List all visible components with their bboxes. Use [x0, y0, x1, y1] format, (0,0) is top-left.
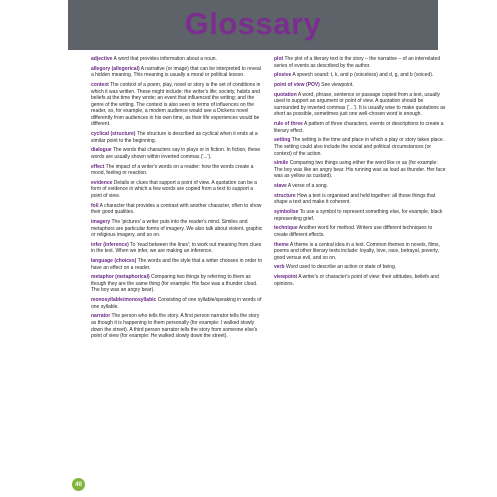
- glossary-right-column: [274, 56, 446, 290]
- glossary-definition: A writer's or character's point of view: their attitudes, beliefs and opinions.: [274, 274, 439, 287]
- glossary-definition: Comparing two things using either the word like or as (for example: The boy was like an angry bear. His running was as loud as thunder. Her face was as yellow as custard).: [274, 160, 446, 180]
- glossary-entry: [91, 313, 263, 339]
- glossary-definition: To use a symbol to represent something else, for example, black representing grief.: [274, 209, 443, 222]
- glossary-entry: [91, 274, 263, 294]
- glossary-entry: [274, 274, 446, 287]
- glossary-entry: [274, 209, 446, 222]
- glossary-term: infer (inference): [91, 241, 129, 248]
- glossary-definition: The 'pictures' a writer puts into the reader's mind. Similes and metaphors are particular forms of imagery. We also talk about violent, graphic or religious imagery, and so on.: [91, 218, 263, 239]
- glossary-definition: Comparing two things by referring to them as though they are the same thing (for example: His face was a thunder cloud. The boy was an angry bear).: [91, 274, 258, 294]
- glossary-entry: [91, 82, 263, 128]
- glossary-term: setting: [274, 137, 291, 144]
- glossary-term: point of view (POV): [274, 82, 320, 89]
- glossary-term: verb: [274, 264, 285, 271]
- glossary-term: dialogue: [91, 147, 112, 154]
- glossary-definition: Another word for method. Writers use different techniques to create different effects.: [274, 225, 433, 238]
- glossary-term: theme: [274, 241, 289, 248]
- glossary-entry: [91, 258, 263, 271]
- glossary-term: symbolise: [274, 209, 299, 216]
- glossary-entry: [91, 131, 263, 144]
- glossary-definition: How a text is organised and held together: all those things that shape a text and make it coherent.: [274, 192, 436, 206]
- glossary-definition: A theme is a central idea in a text. Common themes in novels, films, poems and other literary texts include: loyalty, love, race, betrayal, poverty, good versus evil, and so on.: [274, 241, 440, 261]
- glossary-term: stave: [274, 183, 287, 190]
- glossary-definition: A narrative (or image) that can be interpreted to reveal a hidden meaning. This meaning is usually a moral or political lesson.: [91, 65, 261, 79]
- glossary-entry: [274, 193, 446, 206]
- glossary-entry: [91, 147, 263, 160]
- glossary-term: cyclical (structure): [91, 131, 136, 138]
- glossary-entry: [274, 160, 446, 180]
- page-number: 40: [72, 478, 85, 491]
- glossary-entry: [274, 56, 446, 69]
- glossary-entry: [91, 56, 263, 63]
- glossary-entry: [274, 264, 446, 271]
- glossary-term: plot: [274, 56, 284, 62]
- glossary-definition: Consisting of one syllable/speaking in words of one syllable.: [91, 297, 262, 310]
- glossary-entry: [274, 92, 446, 118]
- glossary-definition: The words and the style that a writer chooses in order to have an effect on a reader.: [91, 258, 263, 271]
- glossary-definition: The impact of a writer's words on a reader: how the words create a mood, feeling or reaction.: [91, 163, 254, 177]
- glossary-term: adjective: [91, 56, 113, 62]
- glossary-term: effect: [91, 163, 105, 170]
- glossary-entry: [274, 72, 446, 79]
- glossary-term: simile: [274, 160, 289, 167]
- glossary-term: context: [91, 82, 109, 89]
- glossary-definition: See viewpoint.: [321, 82, 354, 89]
- glossary-definition: A verse of a song.: [287, 183, 328, 190]
- glossary-term: rule of three: [274, 121, 303, 128]
- glossary-entry: [274, 121, 446, 134]
- glossary-term: allegory (allegorical): [91, 65, 140, 72]
- glossary-definition: The setting is the time and place in which a play or story takes place. The setting could also include the social and political circumstances (or context) of the action.: [274, 137, 445, 157]
- glossary-left-column: [91, 56, 263, 343]
- glossary-term: monosyllable/monosyllabic: [91, 297, 157, 304]
- glossary-term: narrator: [91, 313, 111, 320]
- glossary-entry: [91, 219, 263, 239]
- glossary-term: viewpoint: [274, 274, 298, 281]
- glossary-term: foil: [91, 202, 99, 209]
- glossary-entry: [274, 137, 446, 157]
- glossary-definition: The plot of a literary text is the story – the narrative – of an interrelated series of events as described by the author.: [274, 56, 441, 69]
- glossary-term: plosive: [274, 72, 292, 79]
- glossary-entry: [274, 82, 446, 89]
- glossary-term: technique: [274, 225, 298, 232]
- glossary-definition: A word, phrase, sentence or passage copied from a text, usually used to support an argument or point of view. A quotation should be surrounded by inverted commas ('...'). It is usually wise to make quotations as short as possible, sometimes just one well-chosen word is enough.: [274, 91, 446, 118]
- glossary-definition: A character that provides a contrast with another character, often to show their good qualities.: [91, 202, 262, 216]
- glossary-definition: To 'read between the lines'; to work out meaning from clues in the text. When we infer, we are making an inference.: [91, 241, 262, 255]
- glossary-definition: Word used to describe an action or state of being.: [285, 264, 397, 271]
- glossary-entry: [274, 225, 446, 238]
- side-margin-bar: [68, 50, 82, 497]
- glossary-definition: A speech sound: t, k, and p (voiceless) and d, g, and b (voiced).: [292, 72, 434, 79]
- glossary-entry: [91, 180, 263, 200]
- glossary-term: imagery: [91, 218, 111, 225]
- glossary-entry: [91, 66, 263, 79]
- glossary-definition: The words that characters say in plays or in fiction. In fiction, these words are usually shown within inverted commas ('...').: [91, 147, 261, 160]
- glossary-entry: [274, 242, 446, 262]
- glossary-entry: [91, 297, 263, 310]
- page-title: Glossary: [184, 6, 322, 41]
- glossary-entry: [91, 164, 263, 177]
- glossary-definition: The context of a poem, play, novel or story is the set of conditions in which it was written. These might include: the writer's life; society, habits and beliefs at the time they wrote; an event that influenced the writing; and the genre of the writing. The context is also seen in terms of influences on the reader, so, for example, a modern audience would see a Dickens novel differently from audiences in his own time, as their life experiences would be different.: [91, 82, 261, 128]
- glossary-term: structure: [274, 192, 296, 199]
- glossary-definition: The person who tells the story. A first person narrator tells the story as though it is happening to them personally (for example: I walked slowly down the street). A third person narrator tells the story from someone else's point of view (for example: He walked slowly down the street).: [91, 313, 260, 340]
- glossary-term: evidence: [91, 179, 113, 186]
- glossary-definition: A pattern of three characters, events or descriptions to create a literary effect.: [274, 121, 444, 134]
- glossary-entry: [91, 242, 263, 255]
- glossary-entry: [274, 183, 446, 190]
- glossary-definition: Details or clues that support a point of view. A quotation can be a form of evidence in which a few words are copied from a text to support a point of view.: [91, 179, 257, 199]
- glossary-entry: [91, 203, 263, 216]
- glossary-definition: A word that provides information about a noun.: [113, 56, 217, 62]
- glossary-term: quotation: [274, 91, 297, 98]
- glossary-definition: The structure is described as cyclical when it ends at a similar point to the beginning.: [91, 131, 258, 144]
- glossary-term: language (choices): [91, 258, 137, 265]
- glossary-term: metaphor (metaphorical): [91, 274, 150, 281]
